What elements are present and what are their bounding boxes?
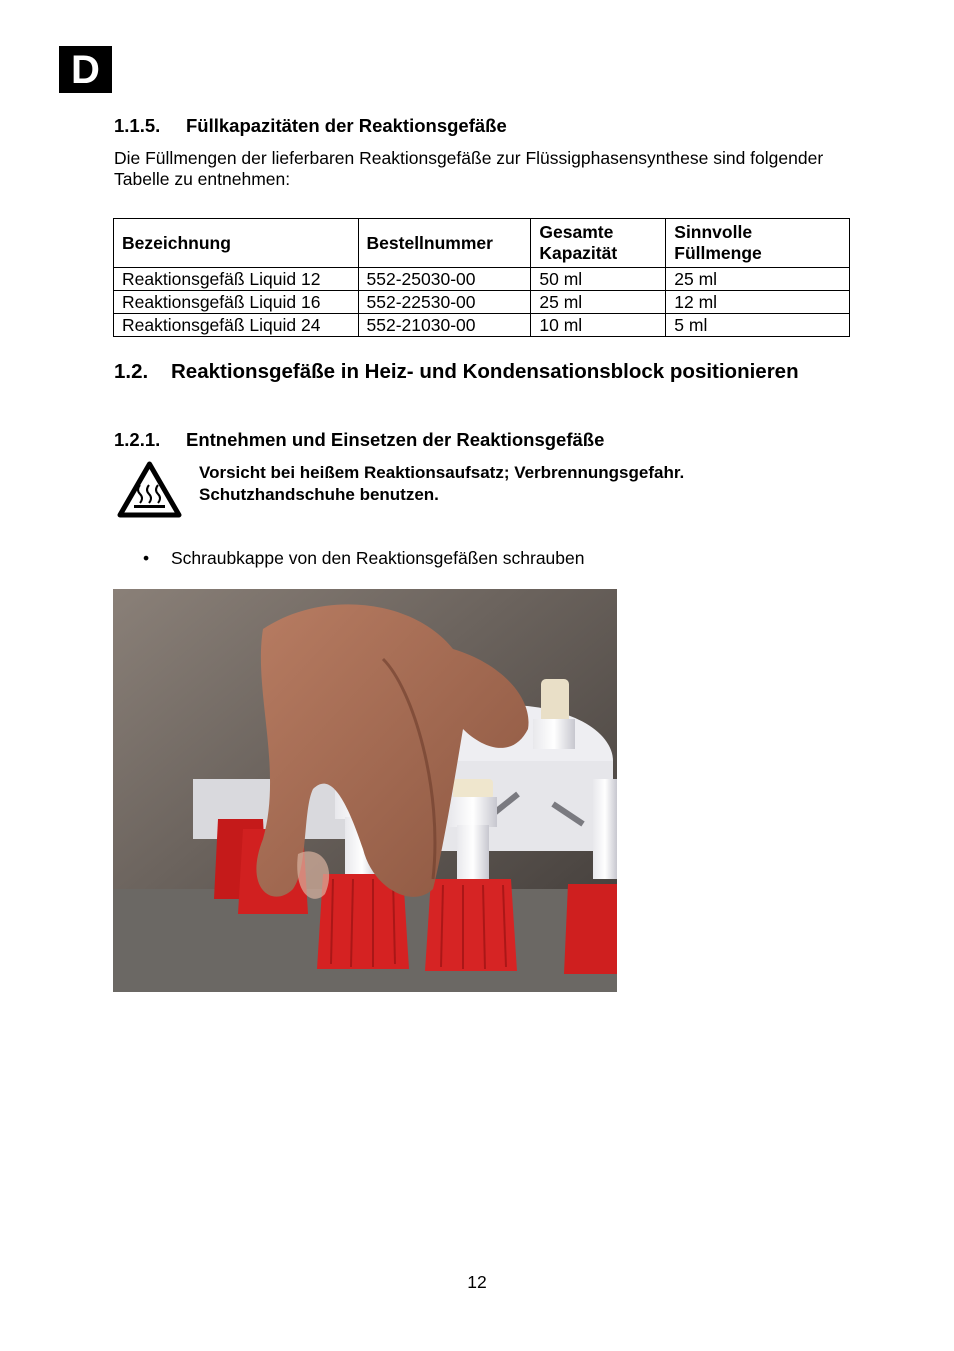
bullet-text: Schraubkappe von den Reaktionsgefäßen schrauben bbox=[171, 548, 585, 568]
section-heading-1-1-5 bbox=[114, 115, 507, 137]
language-badge: D bbox=[59, 46, 112, 93]
section-number: 1.1.5. bbox=[114, 115, 161, 136]
table-cell: 25 ml bbox=[666, 268, 850, 291]
reaction-vessel-photo bbox=[113, 589, 617, 992]
warning-text bbox=[199, 462, 684, 506]
table-cell: 10 ml bbox=[531, 314, 666, 337]
header-gesamte-kapazitaet-text: Gesamte Kapazität bbox=[539, 222, 618, 263]
section-number: 1.2. bbox=[114, 360, 149, 383]
table-cell: 552-22530-00 bbox=[358, 291, 531, 314]
section-title: Entnehmen und Einsetzen der Reaktionsgefäße bbox=[186, 429, 605, 450]
intro-paragraph: Die Füllmengen der lieferbaren Reaktionsgefäße zur Flüssigphasensynthese sind folgender Tabelle zu entnehmen: bbox=[114, 148, 824, 189]
table-row bbox=[114, 314, 850, 337]
table-cell: 12 ml bbox=[666, 291, 850, 314]
table-cell: 552-21030-00 bbox=[358, 314, 531, 337]
section-number: 1.2.1. bbox=[114, 429, 161, 450]
list-item bbox=[143, 548, 584, 569]
table-cell: Reaktionsgefäß Liquid 24 bbox=[114, 314, 359, 337]
table-row bbox=[114, 268, 850, 291]
reaction-vessel-photo-drawing bbox=[113, 589, 617, 992]
page-number: 12 bbox=[467, 1272, 487, 1292]
header-sinnvolle-fuellmenge-text: Sinnvolle Füllmenge bbox=[674, 222, 762, 263]
bullet-marker: • bbox=[143, 548, 150, 568]
table-cell: 50 ml bbox=[531, 268, 666, 291]
table-header-row bbox=[114, 219, 850, 268]
warning-line-2: Schutzhandschuhe benutzen. bbox=[199, 485, 439, 504]
table-cell: 5 ml bbox=[666, 314, 850, 337]
header-bezeichnung: Bezeichnung bbox=[114, 219, 359, 268]
hot-surface-warning-icon bbox=[117, 461, 182, 518]
table-cell: Reaktionsgefäß Liquid 12 bbox=[114, 268, 359, 291]
header-bestellnummer: Bestellnummer bbox=[358, 219, 531, 268]
section-heading-1-2-1 bbox=[114, 429, 604, 451]
section-title: Reaktionsgefäße in Heiz- und Kondensationsblock positionieren bbox=[171, 360, 799, 383]
header-gesamte-kapazitaet bbox=[531, 219, 666, 268]
capacity-table bbox=[113, 218, 850, 337]
table-row bbox=[114, 291, 850, 314]
table-cell: 552-25030-00 bbox=[358, 268, 531, 291]
warning-line-1: Vorsicht bei heißem Reaktionsaufsatz; Verbrennungsgefahr. bbox=[199, 463, 685, 482]
section-heading-1-2 bbox=[114, 359, 854, 384]
table-cell: Reaktionsgefäß Liquid 16 bbox=[114, 291, 359, 314]
section-title: Füllkapazitäten der Reaktionsgefäße bbox=[186, 115, 507, 136]
header-sinnvolle-fuellmenge bbox=[666, 219, 850, 268]
table-cell: 25 ml bbox=[531, 291, 666, 314]
